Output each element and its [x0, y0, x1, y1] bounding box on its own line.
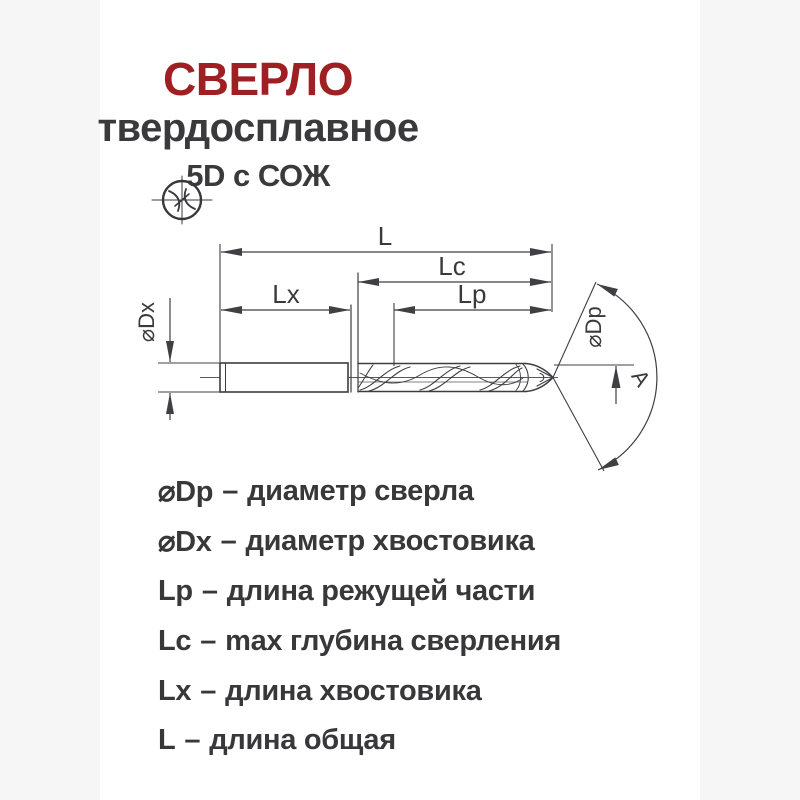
drill-body — [220, 273, 553, 392]
legend — [158, 467, 658, 766]
legend-dash: – — [222, 475, 239, 508]
legend-symbol: Lc — [158, 624, 192, 657]
legend-item-l — [158, 716, 658, 766]
label-max-depth: Lc — [438, 251, 466, 281]
dimension-max-depth — [358, 251, 551, 286]
dimension-shank-diameter — [134, 298, 220, 420]
page-title: СВЕРЛО — [163, 53, 353, 105]
legend-description: диаметр сверла — [247, 475, 474, 508]
dimension-total-length — [220, 221, 552, 362]
legend-dash: – — [201, 574, 218, 607]
legend-description: max глубина сверления — [225, 624, 561, 657]
legend-item-dp — [158, 467, 658, 517]
legend-dash: – — [220, 525, 237, 558]
legend-dash: – — [200, 674, 217, 707]
legend-description: длина режущей части — [226, 574, 536, 607]
legend-symbol: ⌀Dx — [158, 526, 212, 559]
label-shank-length: Lx — [272, 279, 300, 309]
legend-symbol: ⌀Dp — [158, 476, 214, 509]
legend-description: длина общая — [209, 724, 396, 757]
legend-symbol: Lx — [158, 674, 192, 707]
label-shank-diameter: ⌀Dx — [134, 301, 159, 343]
dimension-flute-length — [394, 279, 551, 366]
legend-item-lp — [158, 567, 658, 617]
legend-description: длина хвостовика — [225, 674, 482, 707]
label-flute-length: Lp — [457, 279, 487, 309]
dimension-drill-diameter — [554, 306, 634, 404]
legend-dash: – — [184, 724, 201, 757]
label-total-length: L — [377, 221, 393, 251]
flute-spirals — [358, 365, 523, 391]
label-drill-diameter: ⌀Dp — [581, 306, 606, 348]
page-subtitle-2: 5D с СОЖ — [186, 158, 330, 193]
legend-item-dx — [158, 517, 658, 567]
legend-item-lx — [158, 666, 658, 716]
legend-symbol: L — [158, 724, 176, 757]
dimension-shank-length — [221, 279, 350, 314]
drill-cross-section-icon — [152, 176, 212, 224]
page-subtitle: твердосплавное — [97, 106, 419, 150]
legend-symbol: Lp — [158, 574, 193, 607]
legend-dash: – — [200, 624, 217, 657]
label-point-angle: A — [626, 365, 656, 391]
legend-description: диаметр хвостовика — [245, 525, 535, 558]
legend-item-lc — [158, 616, 658, 666]
